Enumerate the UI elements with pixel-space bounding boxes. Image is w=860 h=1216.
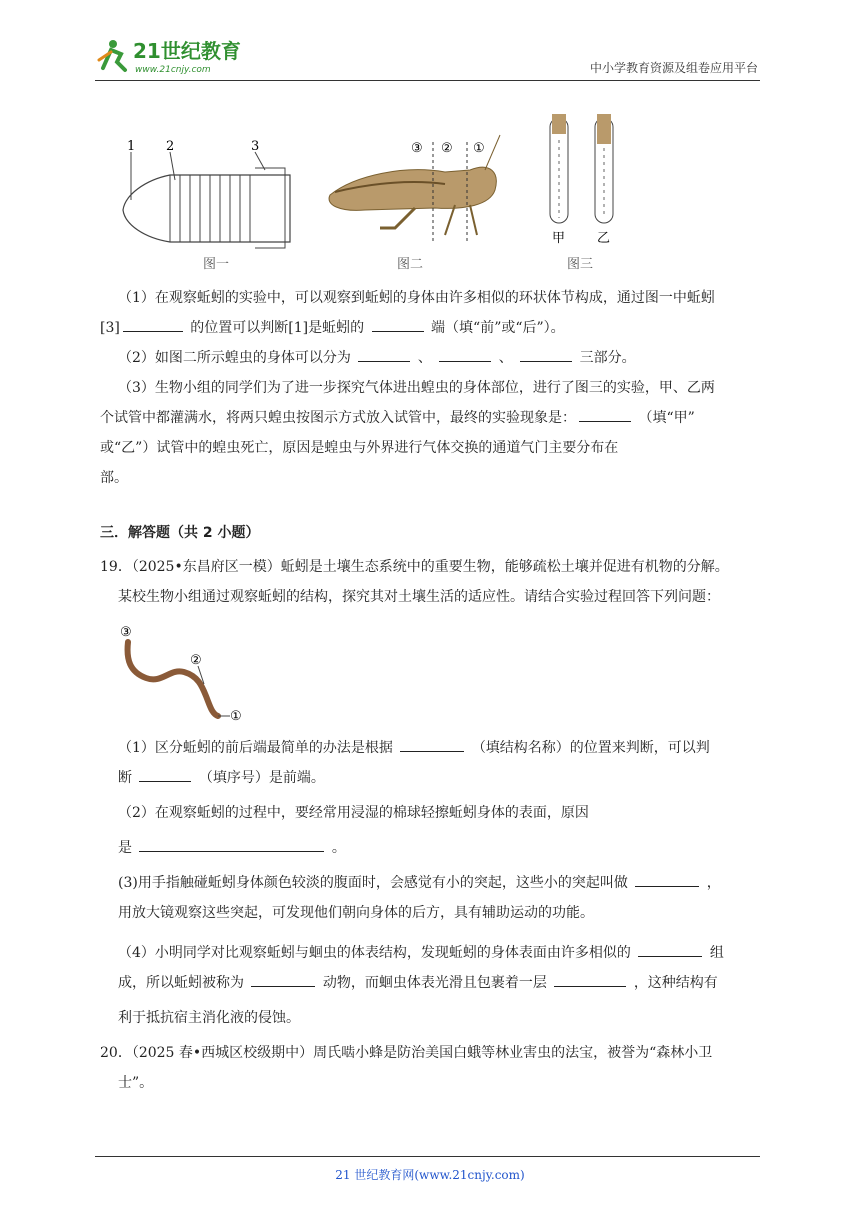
answer-blank[interactable]: [372, 315, 424, 332]
svg-text:21世纪教育: 21世纪教育: [133, 39, 241, 63]
worm-label-2: ②: [190, 653, 202, 668]
answer-blank[interactable]: [638, 940, 702, 957]
q18-part3-cont2: 或“乙”）试管中的蝗虫死亡，原因是蝗虫与外界进行气体交换的通道气门主要分布在: [100, 440, 619, 456]
platform-name: 中小学教育资源及组卷应用平台: [589, 61, 758, 75]
figure-3-test-tubes: [550, 114, 613, 272]
q19-part1-cont: 断 （填序号）是前端。: [100, 763, 765, 793]
answer-blank[interactable]: [520, 345, 572, 362]
answer-blank[interactable]: [358, 345, 410, 362]
fig1-label-3: 3: [251, 139, 260, 154]
answer-blank[interactable]: [139, 765, 191, 782]
q18-part1: （1）在观察蚯蚓的实验中，可以观察到蚯蚓的身体由许多相似的环状体节构成，通过图一中蚯蚓: [118, 290, 715, 306]
fig1-caption: 图一: [203, 257, 230, 272]
fig3-caption: 图三: [567, 257, 594, 272]
q18-part2: （2）如图二所示蝗虫的身体可以分为 、 、 三部分。: [100, 343, 765, 373]
q20-text-cont: 士”。: [118, 1075, 154, 1091]
site-logo: [95, 36, 265, 76]
q19-part1: （1）区分蚯蚓的前后端最简单的办法是根据 （填结构名称）的位置来判断，可以判: [100, 733, 765, 763]
answer-blank[interactable]: [123, 315, 183, 332]
fig2-label-1: ①: [473, 141, 485, 156]
q19-part4-cont2: 利于抵抗宿主消化液的侵蚀。: [118, 1010, 300, 1026]
fig3-label-yi: 乙: [597, 231, 611, 246]
fig2-caption: 图二: [397, 257, 424, 272]
answer-blank[interactable]: [635, 870, 699, 887]
fig1-label-2: 2: [166, 139, 175, 154]
q19-part4-cont: 成，所以蚯蚓被称为 动物，而蛔虫体表光滑且包裹着一层 ，这种结构有: [100, 968, 765, 998]
q19-part3: (3)用手指触碰蚯蚓身体颜色较淡的腹面时，会感觉有小的突起，这些小的突起叫做 ，: [100, 868, 765, 898]
svg-text:www.21cnjy.com: www.21cnjy.com: [135, 65, 211, 75]
q19-part2: （2）在观察蚯蚓的过程中，要经常用浸湿的棉球轻擦蚯蚓身体的表面，原因: [118, 805, 589, 821]
answer-blank[interactable]: [400, 735, 464, 752]
footer-rule: [95, 1156, 760, 1157]
section-heading: 三．解答题（共 2 小题）: [100, 525, 260, 541]
fig3-label-jia: 甲: [552, 231, 566, 246]
q19-part3-cont: 用放大镜观察这些突起，可发现他们朝向身体的后方，具有辅助运动的功能。: [118, 905, 594, 921]
fig2-label-3: ③: [411, 141, 423, 156]
q18-part3: （3）生物小组的同学们为了进一步探究气体进出蝗虫的身体部位，进行了图三的实验，甲、乙两: [118, 380, 715, 396]
q18-part3-cont: 个试管中都灌满水，将两只蝗虫按图示方式放入试管中，最终的实验现象是： （填“甲”: [100, 403, 765, 433]
q18-part1-cont: [3] 的位置可以判断[1]是蚯蚓的 端（填“前”或“后”）。: [100, 313, 765, 343]
q20-text: 20．（2025 春•西城区校级期中）周氏啮小蜂是防治美国白蛾等林业害虫的法宝，被誉为“森林小卫: [100, 1045, 713, 1061]
q19-part4: （4）小明同学对比观察蚯蚓与蛔虫的体表结构，发现蚯蚓的身体表面由许多相似的 组: [100, 938, 765, 968]
q19-intro: 19．（2025•东昌府区一模）蚯蚓是土壤生态系统中的重要生物，能够疏松土壤并促进有机物的分解。: [100, 559, 729, 575]
answer-blank[interactable]: [251, 970, 315, 987]
q18-part3-cont3: 部。: [100, 470, 128, 486]
page-header: [95, 30, 760, 81]
fig2-label-2: ②: [441, 141, 453, 156]
q18-figures: [115, 100, 635, 275]
footer-text[interactable]: 21 世纪教育网(www.21cnjy.com): [335, 1168, 525, 1182]
worm-label-3: ③: [120, 625, 132, 640]
answer-blank[interactable]: [579, 405, 631, 422]
q19-part2-cont: 是 。: [100, 833, 765, 863]
fig1-label-1: 1: [127, 139, 136, 154]
answer-blank[interactable]: [439, 345, 491, 362]
q19-intro-cont: 某校生物小组通过观察蚯蚓的结构，探究其对土壤生活的适应性。请结合实验过程回答下列问题：: [118, 589, 720, 605]
q19-earthworm-figure: [118, 620, 258, 725]
figure-1-earthworm: [123, 139, 290, 272]
figure-2-grasshopper: [329, 135, 500, 272]
answer-blank[interactable]: [139, 835, 324, 852]
answer-blank[interactable]: [554, 970, 626, 987]
worm-label-1: ①: [230, 709, 242, 724]
